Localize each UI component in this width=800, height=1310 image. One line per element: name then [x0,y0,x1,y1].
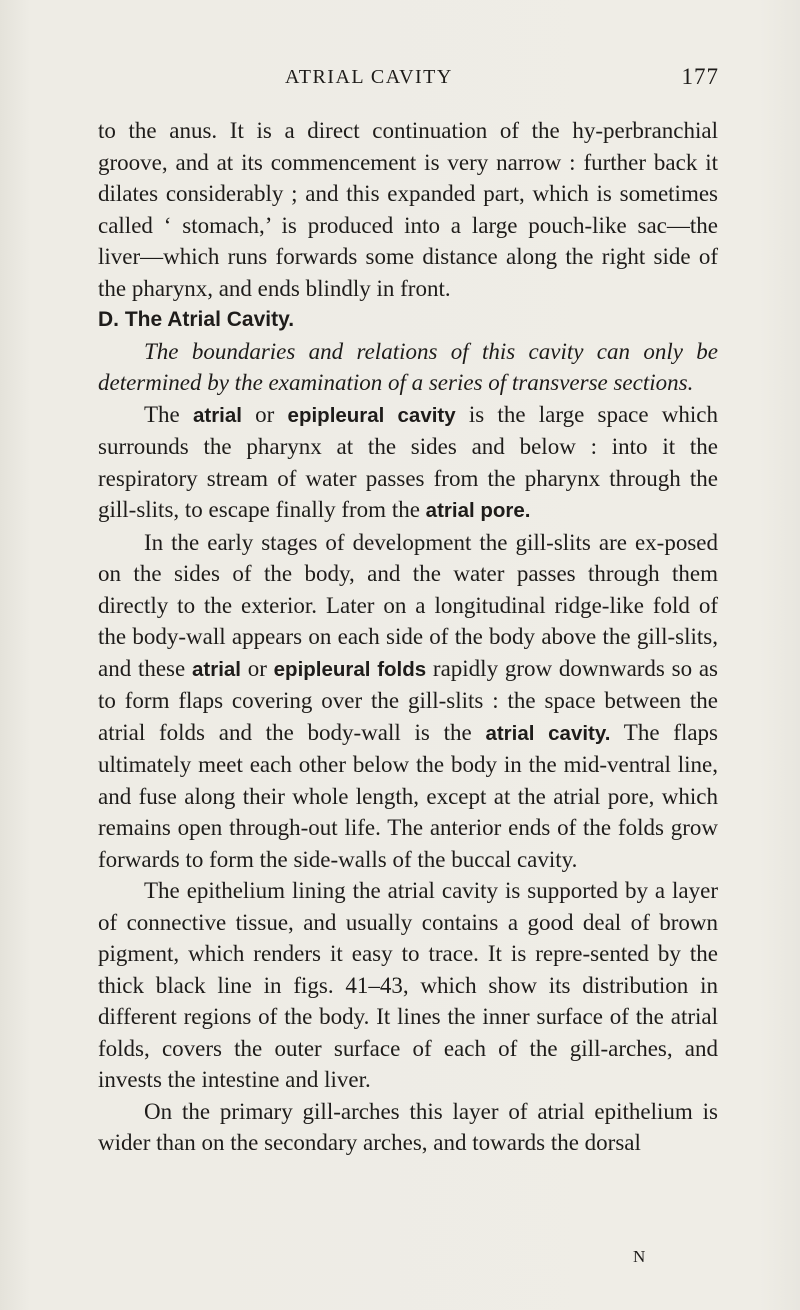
term-atrial-pore: atrial pore. [425,499,531,522]
running-title: ATRIAL CAVITY [285,66,453,88]
text-run: or [241,401,288,427]
term-epipleural-cavity: epipleural cavity [287,403,456,427]
text-run: The flaps ultimately meet each other below the body in the mid-ventral line, and fuse along their whole length, except at the atrial pore, which remains open through-out life. The anterior ends of the folds grow forwards to form the side-walls of the buccal cavity. [98,719,718,872]
term-atrial-cavity: atrial cavity. [485,721,611,745]
term-atrial: atrial [192,403,242,427]
running-header [100,64,719,96]
paragraph-atrial-definition [98,399,718,527]
term-atrial: atrial [191,657,241,681]
instruction-note: The boundaries and relations of this cavity can only be determined by the examination of a series of transverse sections. [98,338,718,395]
section-heading: D. The Atrial Cavity. [98,308,295,331]
text-run: In the early stages of development the gill-slits are ex-posed on the sides of the body, and the water passes through them directly to the exterior. Later on a longitudinal ridge-like fold of the body-wall appears on each side of the body above the gill-slits, and these [98,529,718,681]
body-text [98,115,718,1159]
page-number: 177 [681,64,719,89]
paragraph-gill-arches: On the primary gill-arches this layer of atrial epithelium is wider than on the secondary arches, and towards the dorsal [98,1098,718,1155]
signature-mark: N [633,1247,647,1266]
text-run: is the large space which surrounds the pharynx at the sides and below : into it the respiratory stream of water passes from the pharynx through the gill-slits, to escape finally from the [98,401,718,522]
paragraph-continuation: to the anus. It is a direct continuation of the hy-perbranchial groove, and at its commencement is very narrow : further back it dilates considerably ; and this expanded part, which is sometimes called ‘ stomach,’ is produced into a large pouch-like sac—the liver—which runs forwards some distance along the right side of the pharynx, and ends blindly in front. [98,118,718,301]
paragraph-epithelium: The epithelium lining the atrial cavity is supported by a layer of connective tissue, and usually contains a good deal of brown pigment, which renders it easy to trace. It is repre-sented by the thick black line in figs. 41–43, which show its distribution in different regions of the body. It lines the inner surface of the atrial folds, covers the outer surface of each of the gill-arches, and invests the intestine and liver. [98,878,718,1092]
text-run: The [144,401,193,427]
text-run: rapidly grow downwards so as to form flaps covering over the gill-slits : the space between the atrial folds and the body-wall is the [98,655,719,745]
text-run: or [240,655,274,681]
paragraph-development [98,527,718,876]
term-epipleural-folds: epipleural folds [273,657,427,681]
